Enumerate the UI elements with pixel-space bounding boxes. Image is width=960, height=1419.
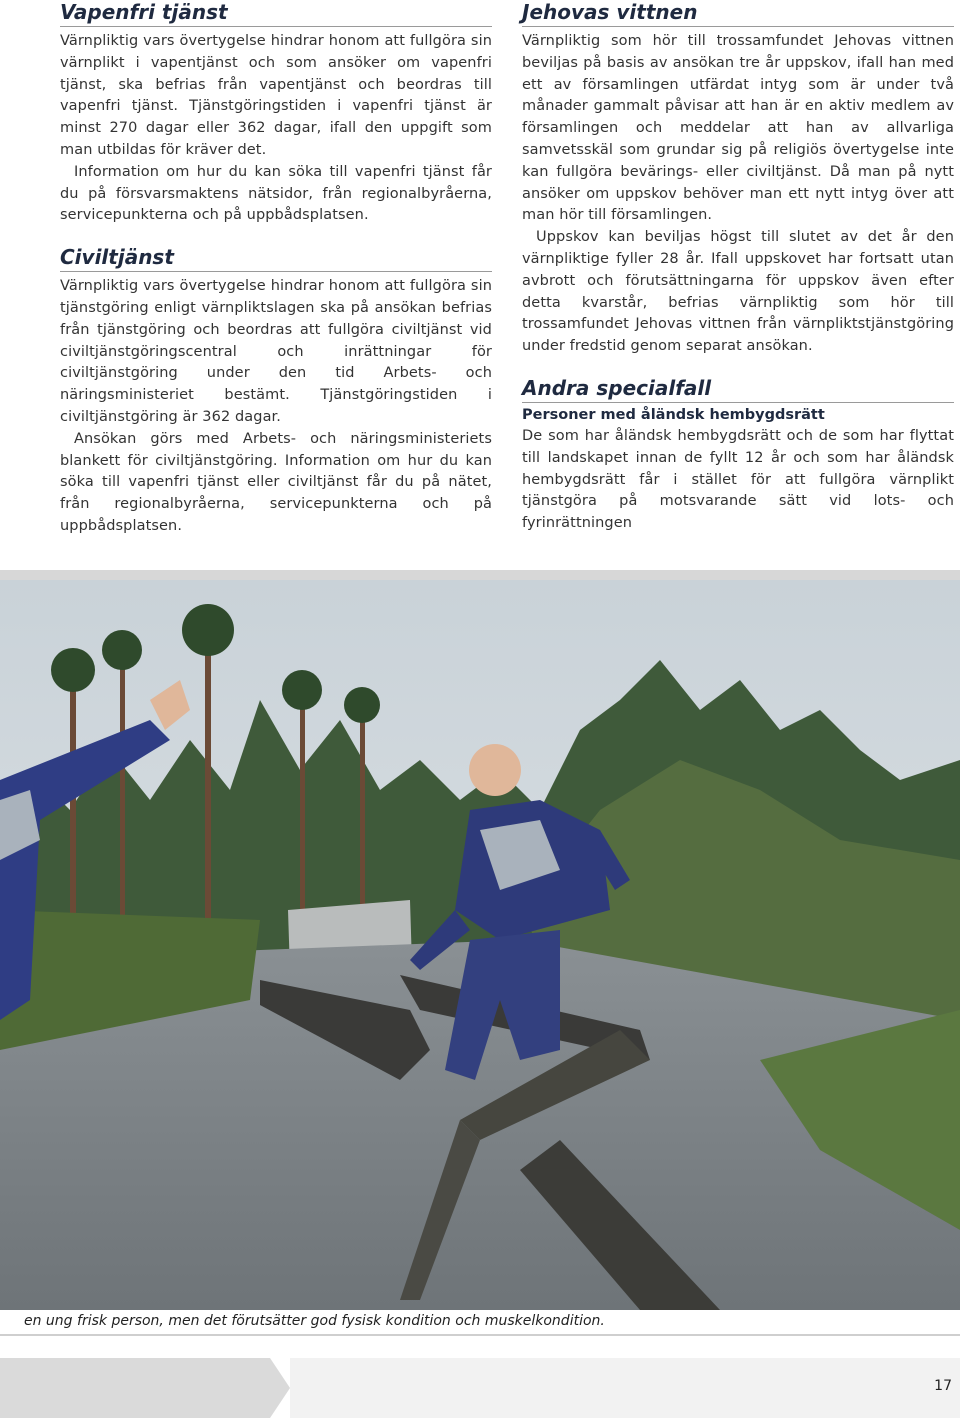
section-title-vapenfri: Vapenfri tjänst xyxy=(60,0,492,27)
right-column xyxy=(522,0,954,535)
section-title-andra: Andra specialfall xyxy=(522,376,954,403)
subtitle-aland: Personer med åländsk hembygdsrätt xyxy=(522,406,825,423)
left-column xyxy=(60,0,492,538)
photo-caption: en ung frisk person, men det förutsätter god fysisk kondition och muskelkondition. xyxy=(24,1313,605,1329)
civiltjanst-paragraph-1: Värnpliktig vars övertygelse hindrar honom att fullgöra sin tjänstgöring enligt värnpliktslagen ska på ansökan befrias från tjänstgöring och beordras att fullgöra civiltjänst vid civiltjänstgöringscentral och inrättningar för civiltjänstgöring under den tid Arbets- och näringsministeriet bestämt. Tjänstgöringstiden i civiltjänstgöring är 362 dagar. xyxy=(60,278,492,425)
photo-obstacle-course xyxy=(0,580,960,1310)
jehovas-paragraph-1: Värnpliktig som hör till trossamfundet Jehovas vittnen beviljas på basis av ansökan tre år uppskov, ifall han med ett av församlingen utfärdat intyg som är under två månader gammalt påvisar att han är en aktiv medlem av församlingen och meddelar att han av allvarliga samvetsskäl som grundar sig på religiös övertygelse inte kan fullgöra bevärings- eller civiltjänst. Då man på nytt ansöker om uppskov behöver man ett nytt intyg över att man hör till församlingen. xyxy=(522,33,954,224)
page-number: 17 xyxy=(934,1378,952,1394)
civiltjanst-paragraph-2: Ansökan görs med Arbets- och näringsministeriets blankett för civiltjänstgöring. Information om hur du kan söka till vapenfri tjänst eller civiltjänst får du på nätet, från regionalbyråerna, servicepunkterna och på uppbådsplatsen. xyxy=(60,430,492,534)
footer-band xyxy=(0,1358,960,1418)
vapenfri-paragraph-2: Information om hur du kan söka till vapenfri tjänst får du på försvarsmaktens nätsidor, från regionalbyråerna, servicepunkterna och på uppbådsplatsen. xyxy=(60,163,492,224)
andra-paragraph-1: De som har åländsk hembygdsrätt och de som har flyttat till landskapet innan de fyllt 12 år och som har åländsk hembygdsrätt får i stället för att fullgöra värnplikt tjänstgöra på motsvarande sätt vid lots- och fyrinrättningen xyxy=(522,427,954,532)
vapenfri-paragraph-1: Värnpliktig vars övertygelse hindrar honom att fullgöra sin värnplikt i vapentjänst och som ansöker om vapenfri tjänst, ska befrias från vapentjänst och beordras till vapenfri tjänst. Tjänstgöringstiden i vapenfri tjänst är minst 270 dagar eller 362 dagar, ifall den uppgift som man utbildas för kräver det. xyxy=(60,33,492,158)
jehovas-paragraph-2: Uppskov kan beviljas högst till slutet av det år den värnpliktige fyller 28 år. Ifall uppskovet har fortsatt utan avbrott och förutsättningarna för uppskov även efter detta kvarstår, befrias värnpliktig som hör till trossamfundet Jehovas vittnen från värnpliktstjänstgöring under fredstid genom separat ansökan. xyxy=(522,229,954,355)
section-title-jehovas: Jehovas vittnen xyxy=(522,0,954,27)
section-title-civiltjanst: Civiltjänst xyxy=(60,245,492,272)
photo-top-divider xyxy=(0,570,960,580)
